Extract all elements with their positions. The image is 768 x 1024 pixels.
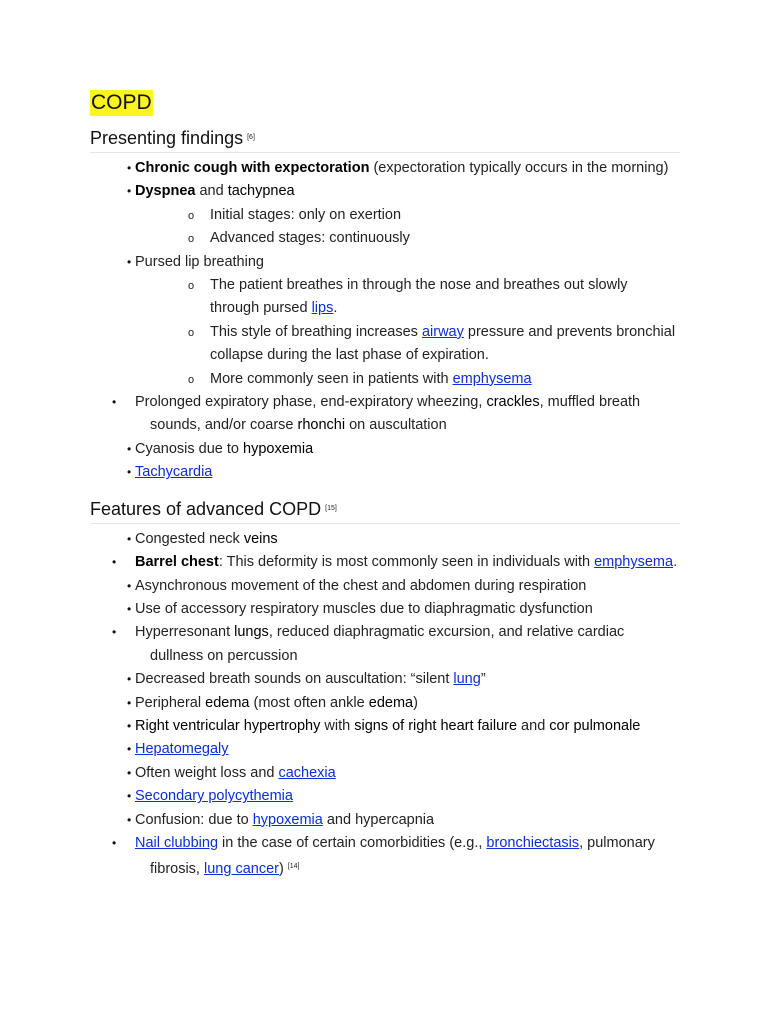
list-item-text: Cyanosis due to [135, 440, 244, 457]
sub-list-item [210, 274, 680, 321]
list-item-term: crackles [486, 394, 540, 411]
link-hypoxemia[interactable]: hypoxemia [252, 811, 323, 828]
link-cachexia[interactable]: cachexia [278, 764, 336, 781]
list-item-text: , muffled breath sounds, and/or coarse [150, 394, 641, 434]
list-item-text: with [320, 717, 355, 734]
reference-marker[interactable]: [15] [325, 504, 337, 512]
list-item-text: and [517, 717, 550, 734]
list-item-text: . [673, 554, 678, 571]
link-bronchiectasis[interactable]: bronchiectasis [486, 834, 580, 851]
list-item-text: on auscultation [345, 417, 447, 434]
link-emphysema[interactable]: emphysema [452, 370, 532, 387]
list-item-term: veins [243, 530, 278, 547]
list-item-term: lungs [234, 624, 269, 641]
list-item-text: Decreased breath sounds on auscultation: “silent [135, 671, 454, 688]
list-item-text: and hypercapnia [322, 811, 435, 828]
list-item-text: , pulmonary fibrosis, [150, 834, 655, 878]
list-item-term: edema [205, 694, 250, 711]
link-airway[interactable]: airway [421, 323, 464, 340]
list-item-text: (expectoration typically occurs in the morning) [369, 160, 669, 176]
list-item: • Asynchronous movement of the chest and abdomen during respiration [126, 575, 680, 598]
list-item [126, 621, 680, 668]
list-item [126, 692, 680, 715]
list-item [126, 180, 680, 250]
list-item-term: Right ventricular hypertrophy [135, 717, 321, 734]
sub-list-item: o Initial stages: only on exertion [210, 204, 680, 227]
sub-list-item [210, 321, 680, 368]
sub-list-text: This style of breathing increases [210, 323, 422, 340]
list-item-bold: Chronic cough with expectoration [135, 160, 370, 176]
list-item-text: ) [278, 861, 284, 878]
section-heading-text: Features of advanced COPD [90, 498, 322, 519]
document-page [90, 90, 680, 882]
sub-list-text: pressure and prevents bronchial collapse during the last phase of expiration. [210, 323, 676, 364]
list-item-bold: Dyspnea [135, 183, 196, 200]
list-item-text: Pursed lip breathing [135, 253, 264, 270]
list-item [126, 832, 680, 882]
list-item [126, 251, 680, 391]
list-item [126, 528, 680, 551]
reference-marker[interactable]: [14] [287, 863, 300, 871]
list-item: • Use of accessory respiratory muscles due to diaphragmatic dysfunction [126, 598, 680, 621]
section-heading-presenting-findings [90, 126, 680, 153]
list-item-text: Congested neck [135, 530, 244, 547]
advanced-features-list [90, 528, 680, 882]
link-lung-cancer[interactable]: lung cancer [204, 861, 279, 878]
section-heading-advanced-copd [90, 497, 680, 524]
list-item-term: tachypnea [227, 183, 295, 200]
list-item-text: (most often ankle [249, 694, 369, 711]
list-item-text: Often weight loss and [135, 764, 279, 781]
link-lung[interactable]: lung [453, 671, 481, 688]
list-item-bold: Barrel chest [135, 554, 219, 571]
sub-list-text: The patient breathes in through the nose and breathes out slowly through pursed [210, 277, 628, 317]
list-item-text: ” [480, 671, 486, 688]
list-item-text: Hyperresonant [135, 624, 235, 641]
list-item-text: Peripheral [135, 694, 206, 711]
list-item-text: Prolonged expiratory phase, end-expiratory wheezing, [135, 394, 487, 411]
list-item-term: hypoxemia [243, 440, 314, 457]
list-item-text: ) [413, 694, 418, 711]
link-hepatomegaly[interactable]: Hepatomegaly [135, 741, 229, 758]
sub-list [135, 204, 680, 251]
section-heading-text: Presenting findings [90, 128, 244, 148]
list-item-term: cor pulmonale [549, 717, 641, 734]
list-item-text: and [195, 183, 228, 200]
link-secondary-polycythemia[interactable]: Secondary polycythemia [135, 788, 293, 805]
list-item [126, 461, 680, 484]
list-item-term: signs of right heart failure [354, 717, 518, 734]
list-item [126, 668, 680, 691]
sub-list-text: . [333, 300, 338, 317]
list-item [126, 157, 680, 180]
list-item [126, 809, 680, 832]
link-lips[interactable]: lips [311, 300, 334, 317]
link-tachycardia[interactable]: Tachycardia [135, 464, 213, 481]
list-item [126, 785, 680, 808]
list-item [126, 438, 680, 461]
link-emphysema[interactable]: emphysema [594, 554, 674, 571]
list-item [126, 391, 680, 438]
list-item-text: Confusion: due to [135, 811, 253, 828]
sub-list-item: o Advanced stages: continuously [210, 227, 680, 250]
list-item-term: edema [368, 694, 414, 711]
list-item-text: , reduced diaphragmatic excursion, and relative cardiac dullness on percussion [150, 624, 625, 664]
presenting-findings-list [90, 157, 680, 485]
list-item [126, 762, 680, 785]
reference-marker[interactable]: [6] [247, 134, 255, 141]
link-nail-clubbing[interactable]: Nail clubbing [135, 834, 219, 851]
sub-list-text: More commonly seen in patients with [210, 370, 453, 387]
list-item-text: : This deformity is most commonly seen in individuals with [218, 554, 595, 571]
list-item [126, 715, 680, 738]
list-item-term: rhonchi [297, 417, 346, 434]
sub-list-item [210, 368, 680, 391]
document-title: COPD [91, 91, 152, 114]
list-item [126, 738, 680, 761]
list-item [126, 551, 680, 574]
sub-list [135, 274, 680, 391]
list-item-text: in the case of certain comorbidities (e.g., [218, 834, 487, 851]
